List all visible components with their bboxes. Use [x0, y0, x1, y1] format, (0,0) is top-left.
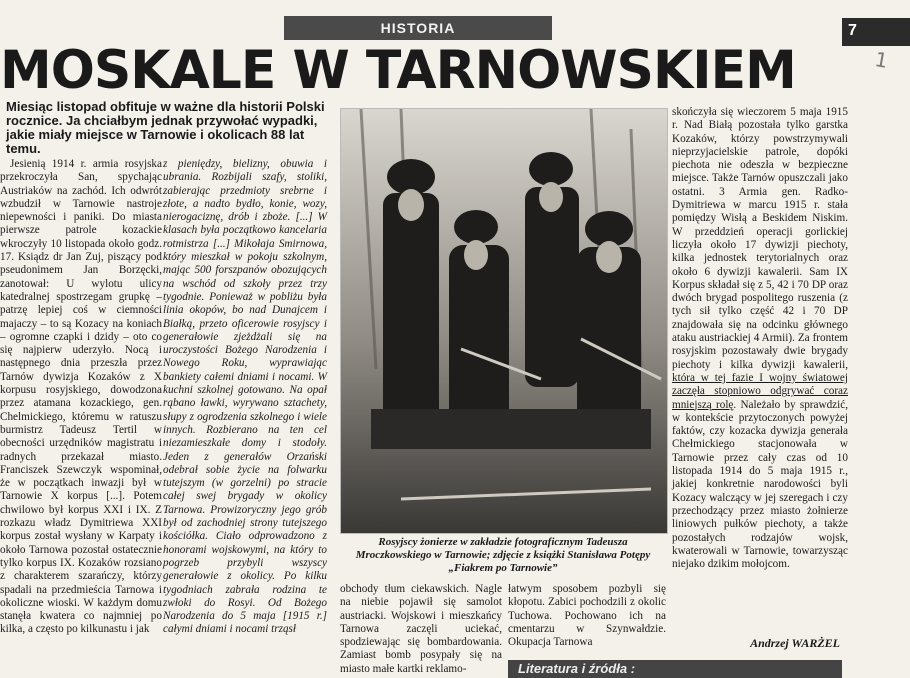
section-header-bar	[284, 16, 552, 40]
column-3a-text: obchody tłum ciekawskich. Nagle na niebie pojawił się samolot austriacki. Wojskowi i mieszkańcy Tarnowa zaczęli uciekać, spodziewając się bombardowania. Zamiast bomb posypały się na miasto małe kartki reklamo-	[340, 583, 502, 675]
lead-paragraph: Miesiąc listopad obfituje w ważne dla historii Polski rocznice. Ja chciałbym jednak przywołać wypadki, jakie miały miejsce w Tarnowie i okolicach 88 lat temu.	[6, 99, 325, 156]
column-3b-text: łatwym sposobem pozbyli się kłopotu. Zabici pochodzili z okolic Tuchowa. Pochowano ich na cmentarzu w Szynwałdzie. Okupacja Tarnowa	[508, 583, 666, 649]
sources-label: Literatura i źródła :	[518, 661, 636, 676]
historical-photo	[340, 108, 668, 534]
column-4-underlined: która w tej fazie I wojny światowej zaczęła stopniowo odgrywać coraz mniejszą rolę	[672, 371, 848, 411]
column-4-text-b: . Należało by sprawdzić, w kontekście przytoczonych powyżej faktów, czy kozacka dywizja generała Chełmickiego stacjonowała w Tarnowie przez cały czas od 10 listopada 1914 do 5 maja 1915 r., jakiej konkretnie narodowości byli Kozacy walczący w jej szeregach i czy przechodzący przez miasto żołnierze liniowych pułków piechoty, a także pozostałych rodzajów wojsk, kwaterowali w Tarnowie, towarzysząc niejako dzikim mołojcom.	[672, 398, 849, 571]
section-label: HISTORIA	[380, 20, 456, 36]
column-1-text: Jesienią 1914 r. armia rosyjska przekroczyła San, spychając Austriaków na zachód. Ich odwrót wzbudził w Tarnowie nastroje niepewności i paniki. Do miasta pierwsze patrole kozackie wkroczyły 10 listopada około godz. 17. Ksiądz dr Jan Zuj, piszący pod pseudonimem Jan Borzęcki, zanotował: U wylotu ulicy katedralnej spostrzegam grupkę – patrzę lepiej coś w ciemności majaczy – to są Kozacy na koniach – ogromne czapki i dzidy – oto co się najpierw uderzyło. Nocą i następnego dnia przeszła przez Tarnów dywizja Kozaków z X korpusu rosyjskiego, dowodzona przez atamana kozackiego, gen. Chelmickiego, któremu w ratuszu burmistrz Tadeusz Tertil w obecności urzędników magistratu i radnych przekazał miasto. Franciszek Szewczyk wspominał, że w początkach inwazji był w Tarnowie X korpus [...]. Potem chwilowo był korpus XXI i IX. Z rozkazu władz Dymitriewa XXI korpus został wysłany w Karpaty i około Tarnowa pozostał ostatecznie tylko korpus IX. Kozaków rozsiano z charakterem szarańczy, którzy spadali na przedmieścia Tarnowa i okoliczne wioski. W każdym domu stanęła kwatera co najmniej po kilka, a często po kilkunastu i jak	[0, 158, 162, 636]
page-number-box	[842, 18, 910, 46]
article-column-3b	[508, 583, 666, 649]
photo-caption: Rosyjscy żonierze w zakładzie fotograficznym Tadeusza Mroczkowskiego w Tarnowie; zdjęcie z książki Stanisława Potępy „Fiakrem po Tarnowie”	[355, 536, 651, 574]
page-number: 7	[848, 22, 857, 39]
author-signature: Andrzej WARŻEL	[750, 636, 840, 650]
handwritten-mark: 1	[873, 47, 890, 73]
article-column-4	[672, 106, 848, 571]
sources-header-bar	[508, 660, 842, 678]
headline: MOSKALE W TARNOWSKIEM	[0, 40, 796, 101]
column-2-text: z pieniędzy, bielizny, obuwia i ubrania. Rozbijali szafy, stoliki, zabierając przedmioty srebrne i złote, a nadto bydło, konie, wozy, nierogaciznę, drób i zboże. [...] W klasach była początkowo kancelaria rotmistrza [...] Mikołaja Smirnowa, który mieszkał w pokoju szkolnym, mając 500 forszpanów obozujących na wschód od szkoły przez trzy tygodnie. Ponieważ w pobliżu była linia okopów, bo nad Dunajcem i Białką, przeto oficerowie rosyjscy i generałowie zjeżdżali się na uroczystości Bożego Narodzenia i Nowego Roku, wyprawiając bankiety całemi dniami i nocami. W kuchni szkolnej gotowano. Na opał rąbano ławki, wyrywano sztachety, słupy z ogrodzenia szkolnego i wiele innych. Rozbierano na ten cel niezamieszkałe domy i stodoły. Jeden z generałów Orzański odebrał sobie życie na folwarku tutejszym (w gorzelni) po stracie całej swej brygady w okolicy Tarnowa. Prowizoryczny jego grób był od zachodniej strony tutejszego kościółka. Ciało odprowadzono z honorami wojskowymi, na który to pogrzeb przybyli wszyscy generałowie z okolicy. Po kilku tygodniach zabrała rodzina te zwłoki do Rosyi. Od Bożego Narodzenia do 5 maja [1915 r.] całymi dniami i nocami trząsł	[163, 158, 327, 636]
article-column-3a	[340, 583, 502, 676]
column-4-text-a: skończyła się wieczorem 5 maja 1915 r. Nad Białą pozostała tylko garstka Kozaków, którzy powstrzymywali nieprzyjacielskie patrole, dopóki piechota nie odeszła w bezpieczne miejsce. Także Tarnów opuszczali jako ostatni. 3 Armia gen. Radko-Dymitriewa w marcu 1915 r. stała pomiędzy Wisłą a Beskidem Niskim. W przeddzień operacji gorlickiej liczyła około 17 dywizji piechoty, kilka jednostek terytorialnych oraz około 6 dywizji kawalerii. Sam IX Korpus składał się z 5, 42 i 70 DP oraz dwóch brygad pospolitego ruszenia (z tych sił tylko część 42 i 70 DP znajdowała się na odcinku głównego ataku austriackiej 4 Armii). Za frontem rosyjskim pozostawały dwie brygady piechoty i kilka dywizji kawalerii,	[672, 106, 848, 371]
article-column-2	[163, 158, 327, 637]
column-4-text	[672, 106, 848, 571]
article-column-1	[0, 158, 162, 637]
